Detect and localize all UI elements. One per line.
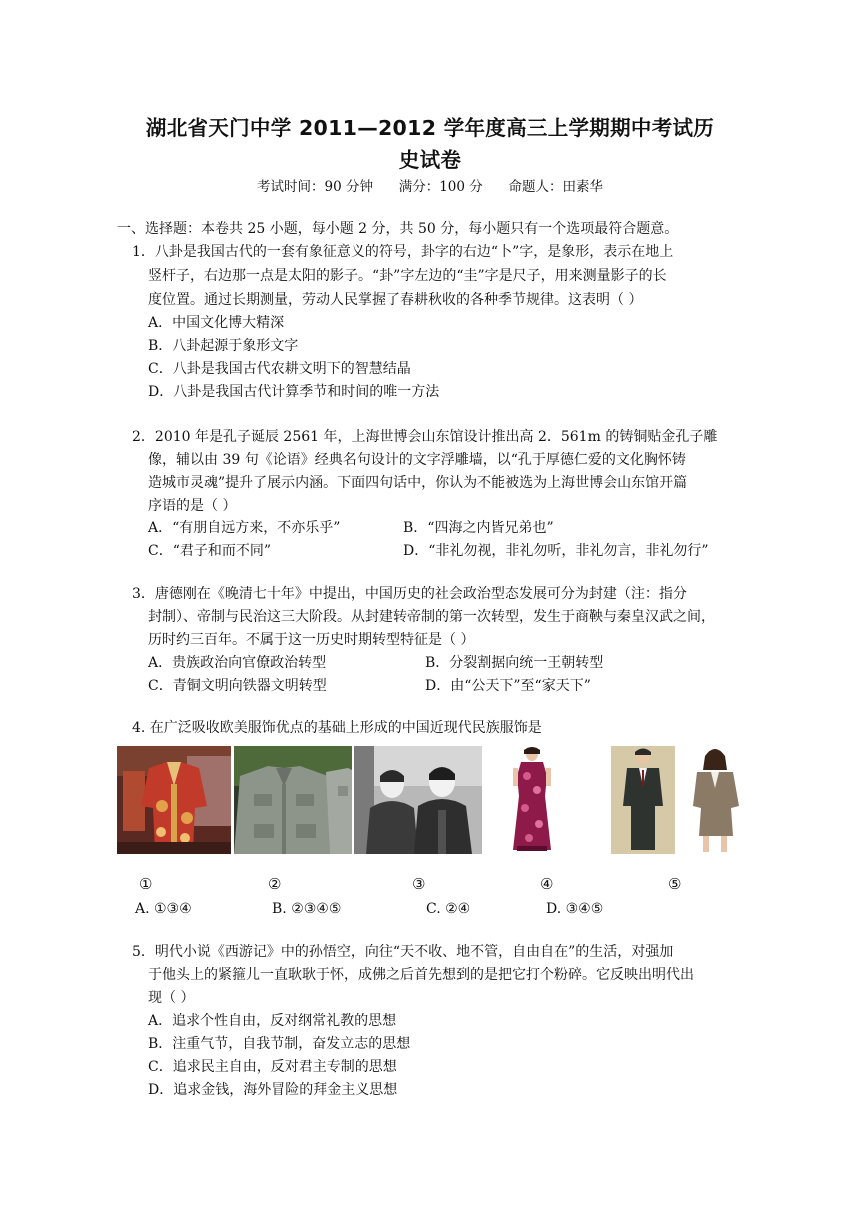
question-5-stem-line: 现（ ） [148,990,195,1006]
question-1-stem-line: 竖杆子，右边那一点是太阳的影子。“卦”字左边的“圭”字是尺子，用来测量影子的长 [148,268,667,284]
photo-two-women-bw [354,746,482,854]
photo-qipao [499,746,565,854]
image-label-3: ③ [412,875,426,893]
question-4-option-a: A. ①③④ [135,901,192,917]
question-2-stem-line: 造城市灵魂”提升了展示内涵。下面四句话中，你认为不能被选为上海世博会山东馆开篇 [148,475,688,491]
question-1-option-b: B．八卦起源于象形文字 [148,338,299,354]
question-3-option-d: D．由“公天下”至“家天下” [425,678,591,694]
exam-title-line-1: 湖北省天门中学 2011—2012 学年度高三上学期期中考试历 [145,116,715,140]
question-2-option-a: A．“有朋自远方来，不亦乐乎” [148,520,341,536]
image-label-1: ① [139,875,153,893]
question-4-stem: 4. 在广泛吸收欧美服饰优点的基础上形成的中国近现代民族服饰是 [132,720,542,736]
question-1-option-d: D．八卦是我国古代计算季节和时间的唯一方法 [148,384,440,400]
question-3-option-c: C．青铜文明向铁器文明转型 [148,678,327,694]
question-2-option-b: B．“四海之内皆兄弟也” [403,520,554,536]
photo-zhongshan-suit [234,746,352,854]
question-3-option-a: A．贵族政治向官僚政治转型 [148,655,327,671]
question-5-option-c: C．追求民主自由，反对君主专制的思想 [148,1059,397,1075]
question-4-option-c: C. ②④ [426,901,471,917]
image-label-5: ⑤ [668,875,682,893]
question-1-option-a: A．中国文化博大精深 [148,315,285,331]
question-2-stem-line: 2．2010 年是孔子诞辰 2561 年，上海世博会山东馆设计推出高 2．561m 的铸铜贴金孔子雕 [132,429,718,445]
section-instruction: 一、选择题：本卷共 25 小题，每小题 2 分，共 50 分，每小题只有一个选项最符合题意。 [117,221,679,237]
question-5-stem-line: 于他头上的紧箍儿一直耿耿于怀，成佛之后首先想到的是把它打个粉碎。它反映出明代出 [148,967,694,983]
photo-western-suits [611,746,749,854]
clothing-photo-strip [0,746,860,854]
exam-meta: 考试时间：90 分钟 满分：100 分 命题人：田素华 [256,179,604,195]
question-3-stem-line: 历时约三百年。不属于这一历史时期转型特征是（ ） [148,632,475,648]
question-2-stem-line: 像，辅以由 39 句《论语》经典名句设计的文字浮雕墙，以“孔于厚德仁爱的文化胸怀铸 [148,452,686,468]
question-3-stem-line: 3．唐德刚在《晚清七十年》中提出，中国历史的社会政治型态发展可分为封建（注：指分 [132,586,687,602]
question-3-option-b: B．分裂割据向统一王朝转型 [425,655,604,671]
question-5-option-d: D．追求金钱，海外冒险的拜金主义思想 [148,1082,398,1098]
question-5-option-a: A．追求个性自由，反对纲常礼教的思想 [148,1013,397,1029]
photo-traditional-jacket [117,746,231,854]
exam-title [100,112,760,176]
question-1-stem-line: 度位置。通过长期测量，劳动人民掌握了春耕秋收的各种季节规律。这表明（ ） [148,292,643,308]
question-5-option-b: B．注重气节，自我节制，奋发立志的思想 [148,1036,411,1052]
question-4-option-b: B. ②③④⑤ [272,901,342,917]
image-label-2: ② [268,875,282,893]
question-5-stem-line: 5．明代小说《西游记》中的孙悟空，向往“天不收、地不管，自由自在”的生活，对强加 [132,944,674,960]
question-3-stem-line: 封制）、帝制与民治这三大阶段。从封建转帝制的第一次转型，发生于商鞅与秦皇汉武之间， [148,609,715,625]
exam-title-line-2: 史试卷 [398,148,462,172]
question-2-stem-line: 序语的是（ ） [148,498,237,514]
question-2-option-d: D．“非礼勿视，非礼勿听，非礼勿言，非礼勿行” [403,543,709,559]
image-label-4: ④ [540,875,554,893]
question-1-option-c: C．八卦是我国古代农耕文明下的智慧结晶 [148,361,411,377]
question-1-stem-line: 1．八卦是我国古代的一套有象征意义的符号，卦字的右边“卜”字，是象形，表示在地上 [132,244,674,260]
question-4-option-d: D. ③④⑤ [546,901,604,917]
question-2-option-c: C．“君子和而不同” [148,543,272,559]
